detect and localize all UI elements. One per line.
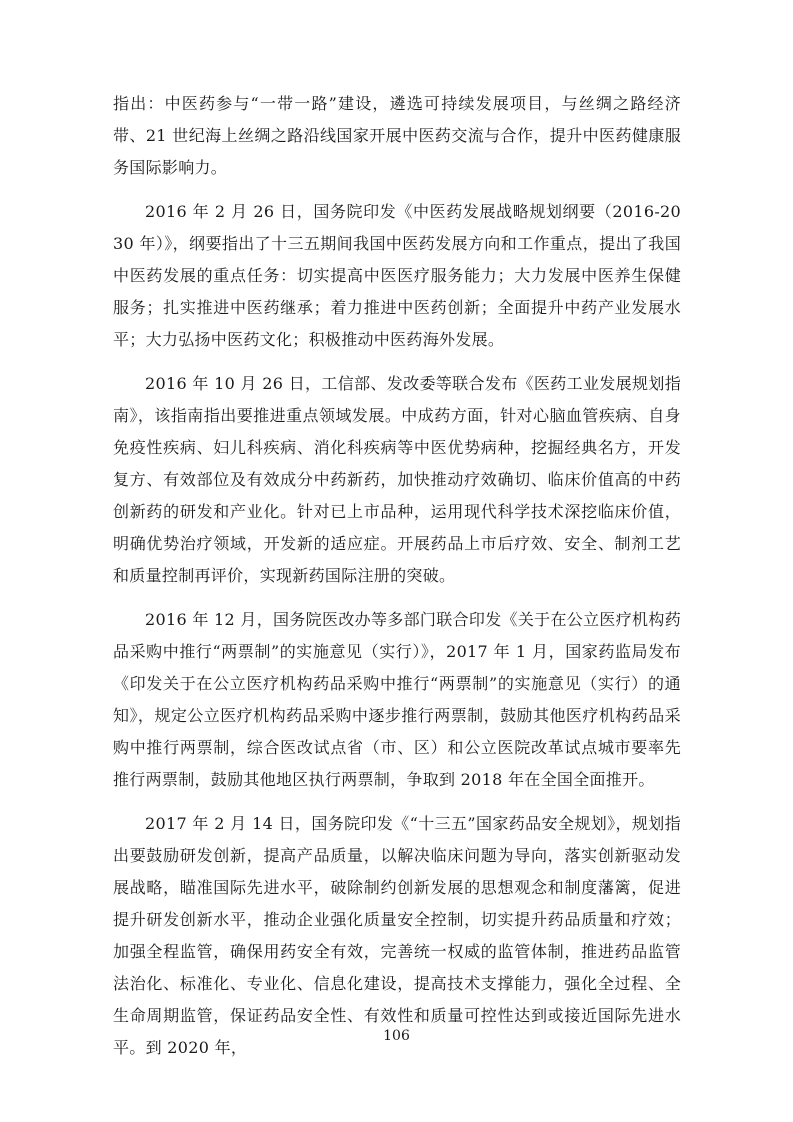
paragraph: 2016 年 2 月 26 日，国务院印发《中医药发展战略规划纲要（2016-2030 年）》，纲要指出了十三五期间我国中医药发展方向和工作重点，提出了我国中医药发展的重点任务：切实提高中医医疗服务能力；大力发展中医养生保健服务；扎实推进中医药继承；着力推进中医药创新；全面提升中药产业发展水平；大力弘扬中医药文化；积极推动中医药海外发展。 — [113, 202, 681, 349]
page-text-block — [113, 88, 681, 1076]
paragraph: 2016 年 12 月，国务院医改办等多部门联合印发《关于在公立医疗机构药品采购中推行“两票制”的实施意见（实行）》，2017 年 1 月，国家药监局发布《印发关于在公立医疗机构药品采购中推行“两票制”的实施意见（实行）的通知》，规定公立医疗机构药品采购中逐步推行两票制，鼓励其他医疗机构药品采购中推行两票制，综合医改试点省（市、区）和公立医院改革试点城市要率先推行两票制，鼓励其他地区执行两票制，争取到 2018 年在全国全面推开。 — [113, 610, 681, 789]
paragraph: 2017 年 2 月 14 日，国务院印发《“十三五”国家药品安全规划》，规划指出要鼓励研发创新，提高产品质量，以解决临床问题为导向，落实创新驱动发展战略，瞄准国际先进水平，破除制约创新发展的思想观念和制度藩篱，促进提升研发创新水平，推动企业强化质量安全控制，切实提升药品质量和疗效；加强全程监管，确保用药安全有效，完善统一权威的监管体制，推进药品监管法治化、标准化、专业化、信息化建设，提高技术支撑能力，强化全过程、全生命周期监管，保证药品安全性、有效性和质量可控性达到或接近国际先进水平。到 2020 年， — [113, 814, 681, 1057]
page-number: 106 — [383, 1028, 410, 1044]
paragraph: 2016 年 10 月 26 日，工信部、发改委等联合发布《医药工业发展规划指南》，该指南指出要推进重点领域发展。中成药方面，针对心脑血管疾病、自身免疫性疾病、妇儿科疾病、消化科疾病等中医优势病种，挖掘经典名方，开发复方、有效部位及有效成分中药新药，加快推动疗效确切、临床价值高的中药创新药的研发和产业化。针对已上市品种，运用现代科学技术深挖临床价值，明确优势治疗领域，开发新的适应症。开展药品上市后疗效、安全、制剂工艺和质量控制再评价，实现新药国际注册的突破。 — [113, 374, 681, 585]
paragraph: 指出：中医药参与“一带一路”建设，遴选可持续发展项目，与丝绸之路经济带、21 世纪海上丝绸之路沿线国家开展中医药交流与合作，提升中医药健康服务国际影响力。 — [113, 94, 681, 177]
